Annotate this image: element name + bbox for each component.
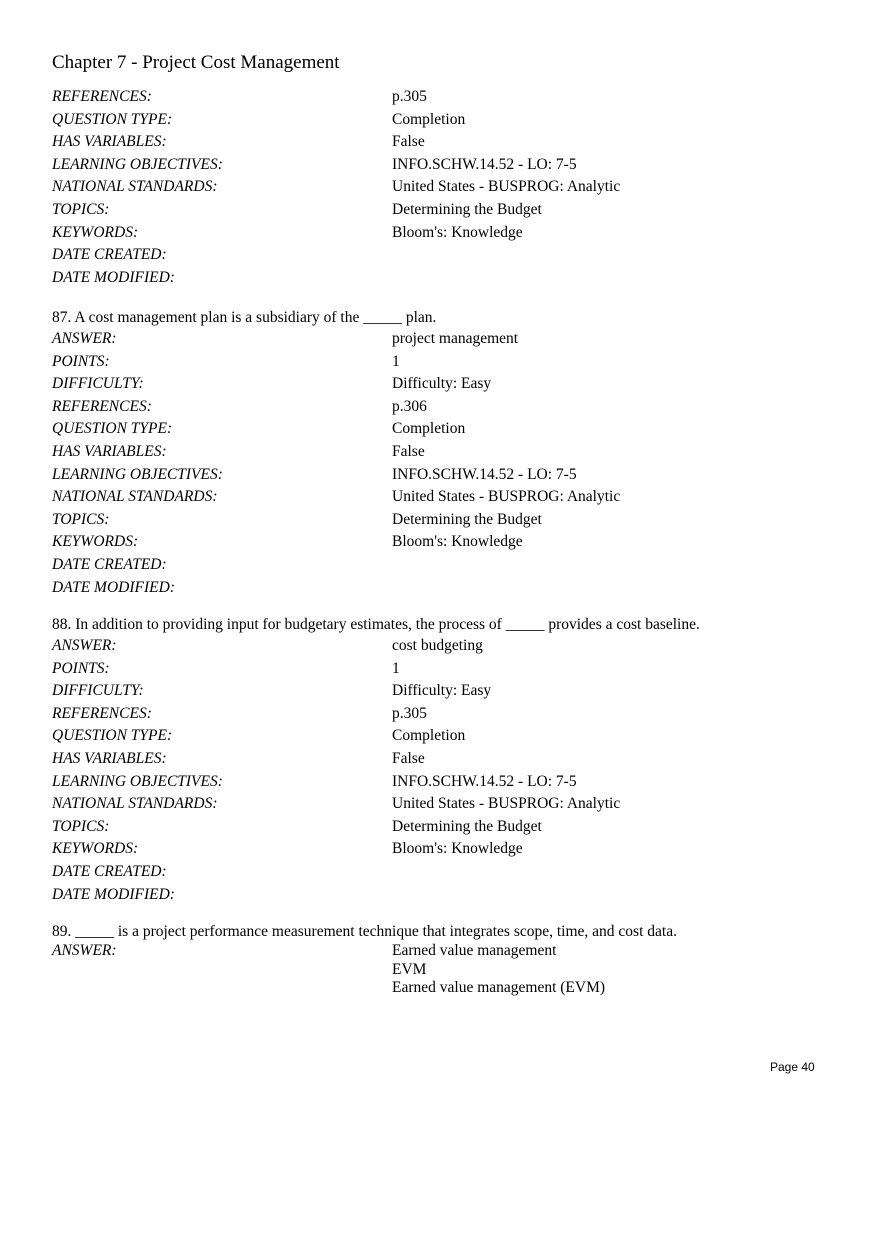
field-label: KEYWORDS: xyxy=(52,223,139,241)
field-value: project management xyxy=(392,330,519,347)
metadata-row xyxy=(52,793,832,816)
field-value: p.305 xyxy=(392,704,427,722)
field-value: INFO.SCHW.14.52 - LO: 7-5 xyxy=(392,465,577,483)
metadata-row xyxy=(52,748,832,771)
metadata-row xyxy=(52,838,832,861)
answer-item: EVM xyxy=(392,960,427,978)
field-value: 1 xyxy=(392,352,400,370)
page-number: Page 40 xyxy=(770,1060,815,1074)
field-label: TOPICS: xyxy=(52,510,110,528)
metadata-row xyxy=(52,531,832,554)
field-value: United States - BUSPROG: Analytic xyxy=(392,795,621,813)
field-label: ANSWER: xyxy=(52,637,117,654)
metadata-row xyxy=(52,86,832,109)
field-label: NATIONAL STANDARDS: xyxy=(52,795,218,813)
metadata-row xyxy=(52,328,832,351)
field-value: Bloom's: Knowledge xyxy=(392,223,523,241)
field-label: QUESTION TYPE: xyxy=(52,420,173,438)
field-label: DIFFICULTY: xyxy=(52,375,144,393)
metadata-row xyxy=(52,658,832,681)
metadata-row xyxy=(52,199,832,222)
field-label: REFERENCES: xyxy=(52,704,152,722)
metadata-row xyxy=(52,577,832,600)
field-value: INFO.SCHW.14.52 - LO: 7-5 xyxy=(392,772,577,790)
field-label: NATIONAL STANDARDS: xyxy=(52,488,218,506)
answer-list xyxy=(392,942,605,998)
metadata-row xyxy=(52,244,832,267)
field-label: QUESTION TYPE: xyxy=(52,727,173,745)
field-label: POINTS: xyxy=(52,352,110,370)
metadata-row xyxy=(52,884,832,907)
field-value: Bloom's: Knowledge xyxy=(392,533,523,551)
metadata-row xyxy=(52,680,832,703)
metadata-row xyxy=(52,176,832,199)
field-value: United States - BUSPROG: Analytic xyxy=(392,488,621,506)
field-value: Difficulty: Easy xyxy=(392,375,492,393)
metadata-row xyxy=(52,861,832,884)
metadata-row xyxy=(52,486,832,509)
field-value: Completion xyxy=(392,110,466,128)
question-text: 87. A cost management plan is a subsidiary of the _____ plan. xyxy=(52,309,437,326)
field-label: LEARNING OBJECTIVES: xyxy=(52,772,223,790)
field-label: ANSWER: xyxy=(52,330,117,347)
metadata-row xyxy=(52,725,832,748)
field-label: LEARNING OBJECTIVES: xyxy=(52,465,223,483)
field-label: DATE MODIFIED: xyxy=(52,578,175,596)
metadata-row xyxy=(52,554,832,577)
field-value: Completion xyxy=(392,727,466,745)
field-label: REFERENCES: xyxy=(52,397,152,415)
metadata-row xyxy=(52,373,832,396)
field-label: ANSWER: xyxy=(52,942,117,959)
metadata-row xyxy=(52,509,832,532)
field-value: Difficulty: Easy xyxy=(392,682,492,700)
question-87 xyxy=(52,308,832,599)
metadata-block-q86 xyxy=(52,86,832,289)
metadata-row xyxy=(52,418,832,441)
metadata-row xyxy=(52,816,832,839)
field-label: DATE CREATED: xyxy=(52,555,167,573)
field-label: NATIONAL STANDARDS: xyxy=(52,178,218,196)
field-value: cost budgeting xyxy=(392,637,483,654)
metadata-row xyxy=(52,109,832,132)
answer-item: Earned value management xyxy=(392,942,557,959)
field-label: DATE MODIFIED: xyxy=(52,885,175,903)
field-value: Completion xyxy=(392,420,466,438)
field-label: DATE CREATED: xyxy=(52,862,167,880)
answer-row xyxy=(52,942,832,1002)
metadata-row xyxy=(52,222,832,245)
field-label: DATE CREATED: xyxy=(52,246,167,264)
metadata-row xyxy=(52,771,832,794)
field-label: TOPICS: xyxy=(52,817,110,835)
field-label: POINTS: xyxy=(52,659,110,677)
answer-item: Earned value management (EVM) xyxy=(392,979,606,996)
field-value: Determining the Budget xyxy=(392,200,542,218)
field-label: QUESTION TYPE: xyxy=(52,110,173,128)
question-88 xyxy=(52,615,832,906)
field-value: Determining the Budget xyxy=(392,817,542,835)
field-label: HAS VARIABLES: xyxy=(52,749,167,767)
metadata-row xyxy=(52,635,832,658)
metadata-row xyxy=(52,441,832,464)
field-value: p.306 xyxy=(392,397,427,415)
field-label: REFERENCES: xyxy=(52,88,152,105)
field-value: INFO.SCHW.14.52 - LO: 7-5 xyxy=(392,155,577,173)
field-value: Bloom's: Knowledge xyxy=(392,840,523,858)
metadata-row xyxy=(52,267,832,290)
field-value: False xyxy=(392,133,425,151)
field-value: False xyxy=(392,442,425,460)
field-value: 1 xyxy=(392,659,400,677)
field-value: False xyxy=(392,749,425,767)
question-89 xyxy=(52,922,832,1002)
field-label: KEYWORDS: xyxy=(52,533,139,551)
metadata-row xyxy=(52,396,832,419)
field-label: TOPICS: xyxy=(52,200,110,218)
metadata-row xyxy=(52,351,832,374)
field-label: HAS VARIABLES: xyxy=(52,133,167,151)
field-label: KEYWORDS: xyxy=(52,840,139,858)
field-label: DIFFICULTY: xyxy=(52,682,144,700)
metadata-row xyxy=(52,131,832,154)
chapter-title: Chapter 7 - Project Cost Management xyxy=(52,52,340,73)
field-value: p.305 xyxy=(392,88,427,105)
metadata-row xyxy=(52,464,832,487)
question-text: 89. _____ is a project performance measurement technique that integrates scope, time, and cost data. xyxy=(52,923,677,940)
field-label: HAS VARIABLES: xyxy=(52,442,167,460)
metadata-row xyxy=(52,703,832,726)
metadata-row xyxy=(52,154,832,177)
field-value: Determining the Budget xyxy=(392,510,542,528)
question-text: 88. In addition to providing input for budgetary estimates, the process of _____ provides a cost baseline. xyxy=(52,616,700,633)
field-value: United States - BUSPROG: Analytic xyxy=(392,178,621,196)
field-label: DATE MODIFIED: xyxy=(52,268,175,286)
field-label: LEARNING OBJECTIVES: xyxy=(52,155,223,173)
